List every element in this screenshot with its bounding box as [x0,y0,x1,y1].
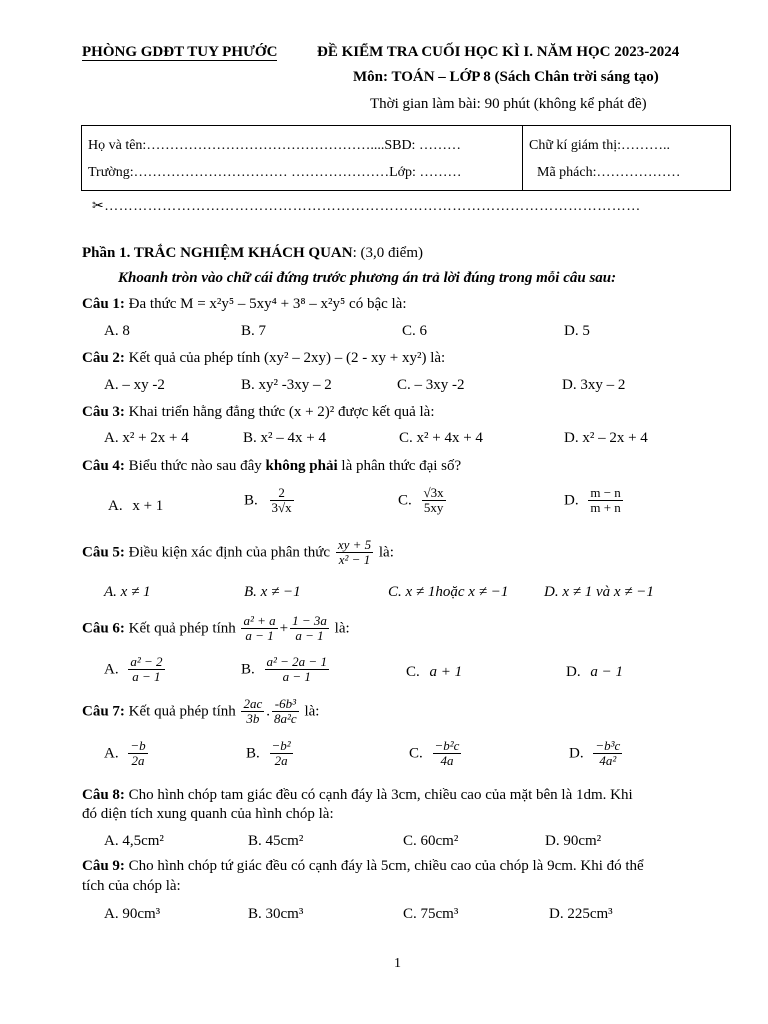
question-5: Câu 5: Điều kiện xác định của phân thức $\frac{xy + 5}{\text{x² − 1}}$ là: [82,537,394,568]
part1-instruction: Khoanh tròn vào chữ cái đứng trước phương án trả lời đúng trong mỗi câu sau: [118,270,617,286]
question-3: Câu 3: Khai triển hằng đẳng thức (x + 2)² được kết quả là: [82,404,435,420]
question-1: Câu 1: Đa thức M = x²y⁵ – 5xy⁴ + 3⁸ – x²y⁵ có bậc là: [82,296,407,312]
q9-option-d[interactable]: D. 225cm³ [549,906,613,922]
q2-option-c[interactable]: C. – 3xy -2 [397,377,465,393]
q5-option-b[interactable]: B. x ≠ −1 [244,584,301,600]
q4-option-d[interactable]: D. $\frac{m - n}{m + n}$ [564,485,621,516]
q3-option-b[interactable]: B. x² – 4x + 4 [243,430,326,446]
question-8-line2: đó diện tích xung quanh của hình chóp là: [82,806,334,822]
q8-option-d[interactable]: D. 90cm² [545,833,602,849]
q1-option-c[interactable]: C. 6 [402,323,428,339]
q2-option-b[interactable]: B. xy² -3xy – 2 [241,377,332,393]
q8-option-c[interactable]: C. 60cm² [403,833,459,849]
q9-option-b[interactable]: B. 30cm³ [248,906,304,922]
subject-line: Môn: TOÁN – LỚP 8 (Sách Chân trời sáng tạo) [353,69,659,85]
q6-option-c[interactable]: C. a + 1 [406,664,463,680]
student-info-box [81,125,731,191]
cut-line: ✂………………………………………………………………………………………………… [92,199,641,214]
question-4: Câu 4: Biểu thức nào sau đây không phải là phân thức đại số? [82,458,462,474]
q1-option-b[interactable]: B. 7 [241,323,267,339]
q4-option-b[interactable]: B. $\frac{2}{3√x}$ [244,485,292,516]
supervisor-signature[interactable]: Chữ kí giám thị:……….. [529,138,670,153]
question-9-line2: tích của chóp là: [82,878,181,894]
q7-option-a[interactable]: A. $\frac{-b}{2a}$ [104,738,146,769]
exam-title: ĐỀ KIỂM TRA CUỐI HỌC KÌ I. NĂM HỌC 2023-2024 [317,44,680,60]
name-field[interactable]: Họ và tên:…………………………………………....SBD: ……… [88,138,461,153]
q5-option-a[interactable]: A. x ≠ 1 [104,584,151,600]
question-6: Câu 6: Kết quả phép tính $\frac{\text{a² + a}}{a - 1}$ + $\frac{1 - 3a}{a - 1}$ là: [82,613,350,644]
question-2: Câu 2: Kết quả của phép tính (xy² – 2xy) – (2 - xy + xy²) là: [82,350,446,366]
question-8: Câu 8: Cho hình chóp tam giác đều có cạnh đáy là 3cm, chiều cao của mặt bên là 1dm. Khi [82,787,633,803]
q9-option-c[interactable]: C. 75cm³ [403,906,459,922]
q5-option-d[interactable]: D. x ≠ 1 và x ≠ −1 [544,584,654,600]
q9-option-a[interactable]: A. 90cm³ [104,906,161,922]
q4-option-a[interactable]: A. x + 1 [108,498,164,514]
q1-option-a[interactable]: A. 8 [104,323,130,339]
q2-option-d[interactable]: D. 3xy – 2 [562,377,626,393]
q8-option-b[interactable]: B. 45cm² [248,833,304,849]
q6-option-a[interactable]: A. $\frac{\text{a² − 2}}{a - 1}$ [104,654,163,685]
q4-option-c[interactable]: C. $\frac{√3x}{5xy}$ [398,485,444,516]
page-number: 1 [394,956,401,971]
q8-option-a[interactable]: A. 4,5cm² [104,833,164,849]
code-field[interactable]: Mã phách:……………… [537,165,681,180]
q7-option-c[interactable]: C. $\frac{\text{−b²c}}{4a}$ [409,738,460,769]
q3-option-d[interactable]: D. x² – 2x + 4 [564,430,648,446]
q1-option-d[interactable]: D. 5 [564,323,590,339]
part1-heading: Phần 1. TRẮC NGHIỆM KHÁCH QUAN: (3,0 điểm) [82,245,423,261]
q3-option-c[interactable]: C. x² + 4x + 4 [399,430,483,446]
q2-option-a[interactable]: A. – xy -2 [104,377,165,393]
q6-option-b[interactable]: B. $\frac{\text{a² − 2a − 1}}{a - 1}$ [241,654,327,685]
time-line: Thời gian làm bài: 90 phút (không kể phát đề) [370,96,647,112]
q3-option-a[interactable]: A. x² + 2x + 4 [104,430,189,446]
q6-option-d[interactable]: D. a − 1 [566,664,623,680]
org-name: PHÒNG GDĐT TUY PHƯỚC [82,44,278,60]
question-7: Câu 7: Kết quả phép tính $\frac{2ac}{3b}$ . $\frac{\text{-6b³}}{\text{8a²c}}$ là: [82,696,320,727]
q7-option-d[interactable]: D. $\frac{\text{−b³c}}{\text{4a²}}$ [569,738,621,769]
q5-option-c[interactable]: C. x ≠ 1hoặc x ≠ −1 [388,584,509,600]
q7-option-b[interactable]: B. $\frac{\text{−b²}}{2a}$ [246,738,291,769]
school-field[interactable]: Trường:…………………………… …………………Lớp: ……… [88,165,462,180]
question-9: Câu 9: Cho hình chóp tứ giác đều có cạnh đáy là 5cm, chiều cao của chóp là 9cm. Khi đó thể [82,858,644,874]
